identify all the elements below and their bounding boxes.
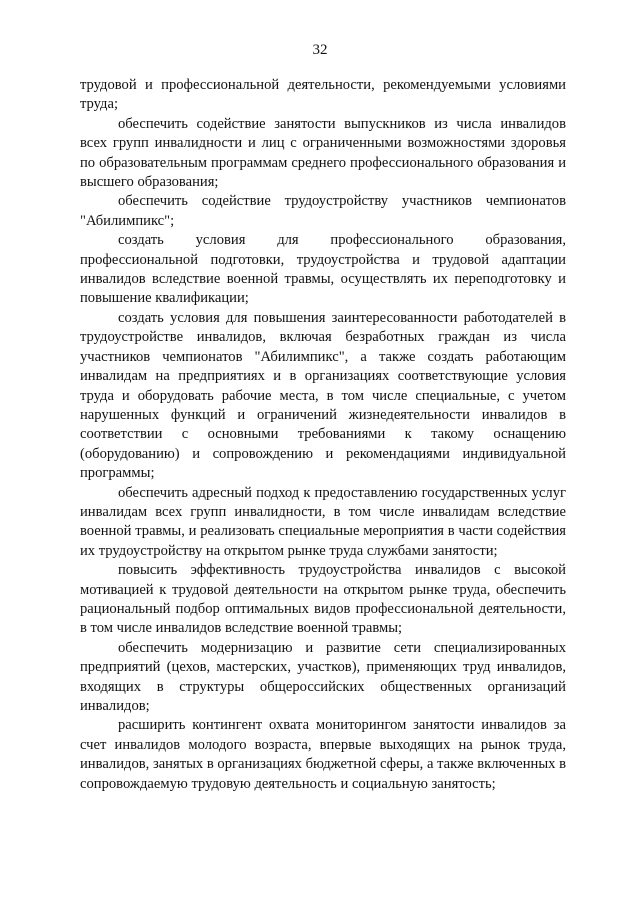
paragraph: расширить контингент охвата мониторингом занятости инвалидов за счет инвалидов молодого возраста, впервые выходящих на рынок труда, инвалидов, занятых в организациях бюджетной сферы, а также включенных в сопровождаемую трудовую деятельность и социальную занятость; <box>80 717 566 792</box>
paragraph-continued: трудовой и профессиональной деятельности, рекомендуемыми условиями труда; <box>80 77 566 113</box>
page-number: 32 <box>312 42 328 58</box>
paragraph: создать условия для профессионального образования, профессиональной подготовки, трудоустройства и трудовой адаптации инвалидов вследствие военной травмы, осуществлять их переподготовку и повышение квалификации; <box>80 232 566 307</box>
document-body <box>80 76 566 794</box>
paragraph: обеспечить модернизацию и развитие сети специализированных предприятий (цехов, мастерских, участков), применяющих труд инвалидов, входящих в структуры общероссийских общественных организаций инвалидов; <box>80 639 566 714</box>
paragraph: создать условия для повышения заинтересованности работодателей в трудоустройстве инвалидов, включая безработных граждан из числа участников чемпионатов "Абилимпикс", а также создать работающим инвалидам на предприятиях и в организациях соответствующие условия труда и оборудовать рабочие места, в том числе специальные, с учетом нарушенных функций и ограничений жизнедеятельности инвалидов в соответствии с основными требованиями к такому оснащению (оборудованию) и сопровождению и рекомендациями индивидуальной программы; <box>80 309 566 482</box>
paragraph: обеспечить содействие трудоустройству участников чемпионатов "Абилимпикс"; <box>80 193 566 229</box>
paragraph: повысить эффективность трудоустройства инвалидов с высокой мотивацией к трудовой деятельности на открытом рынке труда, обеспечить рациональный подбор оптимальных видов профессиональной деятельности, в том числе инвалидов вследствие военной травмы; <box>80 562 566 637</box>
paragraph: обеспечить содействие занятости выпускников из числа инвалидов всех групп инвалидности и лиц с ограниченными возможностями здоровья по образовательным программам среднего профессионального образования и высшего образования; <box>80 115 566 191</box>
paragraph: обеспечить адресный подход к предоставлению государственных услуг инвалидам всех групп инвалидности, в том числе инвалидам вследствие военной травмы, и реализовать специальные мероприятия в части содействия их трудоустройству на открытом рынке труда службами занятости; <box>80 484 566 559</box>
